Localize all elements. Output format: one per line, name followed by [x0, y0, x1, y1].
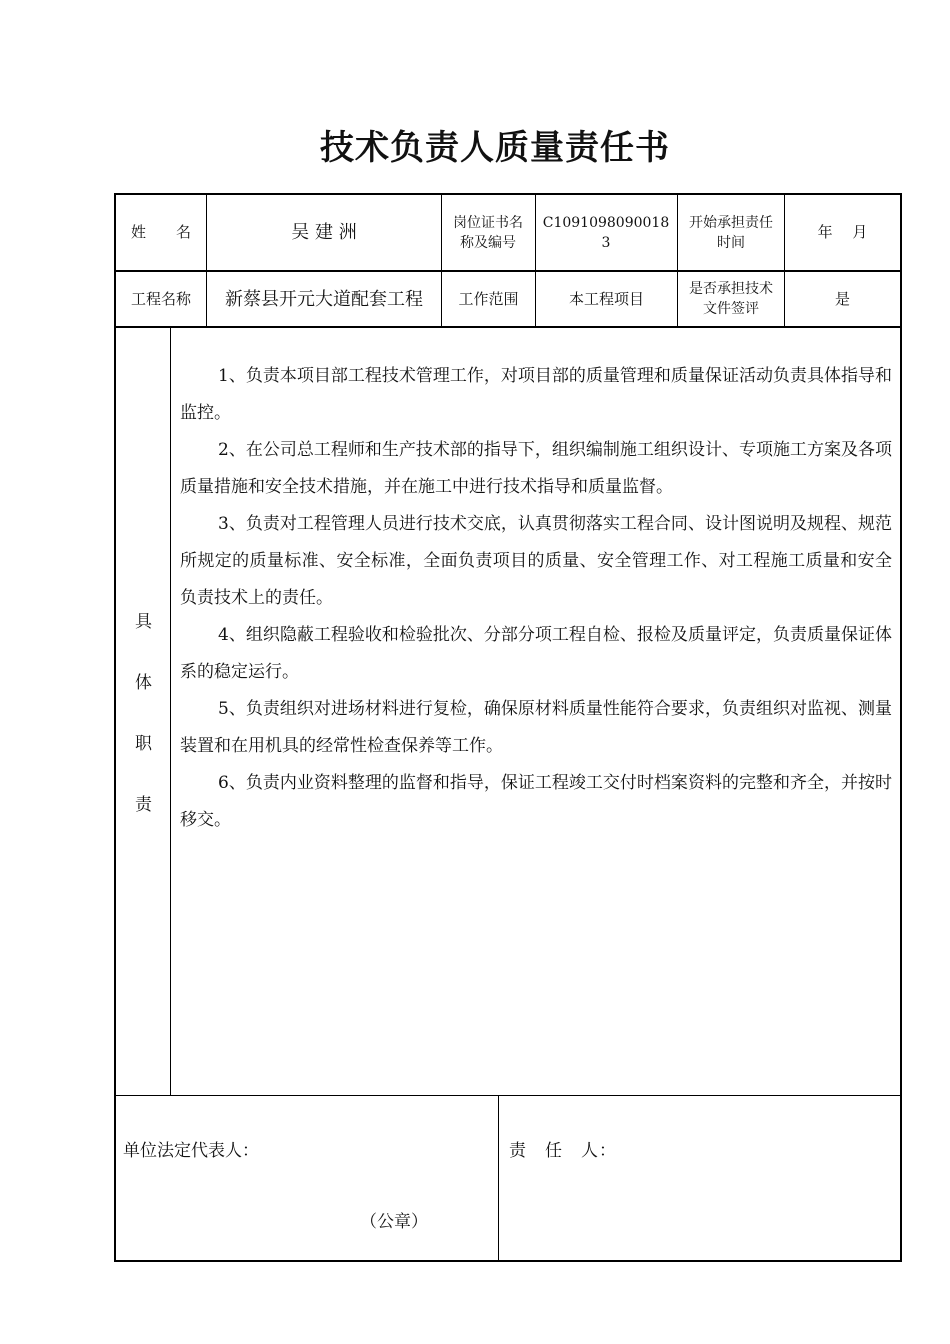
duty-item: 6、负责内业资料整理的监督和指导，保证工程竣工交付时档案资料的完整和齐全，并按时移交。 — [180, 773, 892, 830]
cert-label: 岗位证书名称及编号 — [453, 214, 523, 251]
signature-split-rule — [498, 1095, 499, 1262]
col-rule-4 — [677, 193, 678, 327]
legal-representative-label: 单位法定代表人： — [123, 1141, 259, 1161]
start-time-value: 年 月 — [817, 223, 868, 241]
official-seal-label: （公章） — [360, 1212, 428, 1232]
name-value: 吴 建 洲 — [291, 222, 357, 243]
duty-item: 3、负责对工程管理人员进行技术交底，认真贯彻落实工程合同、设计图说明及规程、规范所规定的质量标准、安全标准，全面负责项目的质量、安全管理工作、对工程施工质量和安全负责技术上的责任。 — [180, 514, 892, 608]
scope-label: 工作范围 — [458, 289, 519, 308]
duty-item: 2、在公司总工程师和生产技术部的指导下，组织编制施工组织设计、专项施工方案及各项质量措施和安全技术措施，并在施工中进行技术指导和质量监督。 — [180, 440, 892, 497]
duties-bottom-rule — [114, 1095, 902, 1096]
duties-label — [116, 327, 171, 1095]
duties-label-char: 职 — [135, 734, 152, 754]
duties-label-char: 具 — [135, 612, 152, 632]
cert-value: C10910980900183 — [542, 214, 670, 251]
duty-item: 5、负责组织对进场材料进行复检，确保原材料质量性能符合要求，负责组织对监视、测量装置和在用机具的经常性检查保养等工作。 — [180, 699, 892, 756]
duties-label-char: 体 — [135, 673, 152, 693]
duties-list — [180, 358, 892, 839]
duty-item: 4、组织隐蔽工程验收和检验批次、分部分项工程自检、报检及质量评定，负责质量保证体系的稳定运行。 — [180, 625, 892, 682]
duty-item: 1、负责本项目部工程技术管理工作，对项目部的质量管理和质量保证活动负责具体指导和监控。 — [180, 366, 892, 423]
project-value: 新蔡县开元大道配套工程 — [225, 288, 423, 310]
review-value: 是 — [834, 289, 850, 308]
document-title: 技术负责人质量责任书 — [320, 128, 670, 168]
duties-label-char: 责 — [135, 795, 152, 815]
project-label: 工程名称 — [130, 289, 191, 308]
name-label: 姓 名 — [130, 223, 191, 241]
scope-value: 本工程项目 — [568, 289, 644, 308]
responsible-person-label: 责 任 人： — [509, 1141, 617, 1161]
start-time-label: 开始承担责任时间 — [689, 214, 773, 251]
review-label: 是否承担技术文件签评 — [689, 281, 773, 317]
